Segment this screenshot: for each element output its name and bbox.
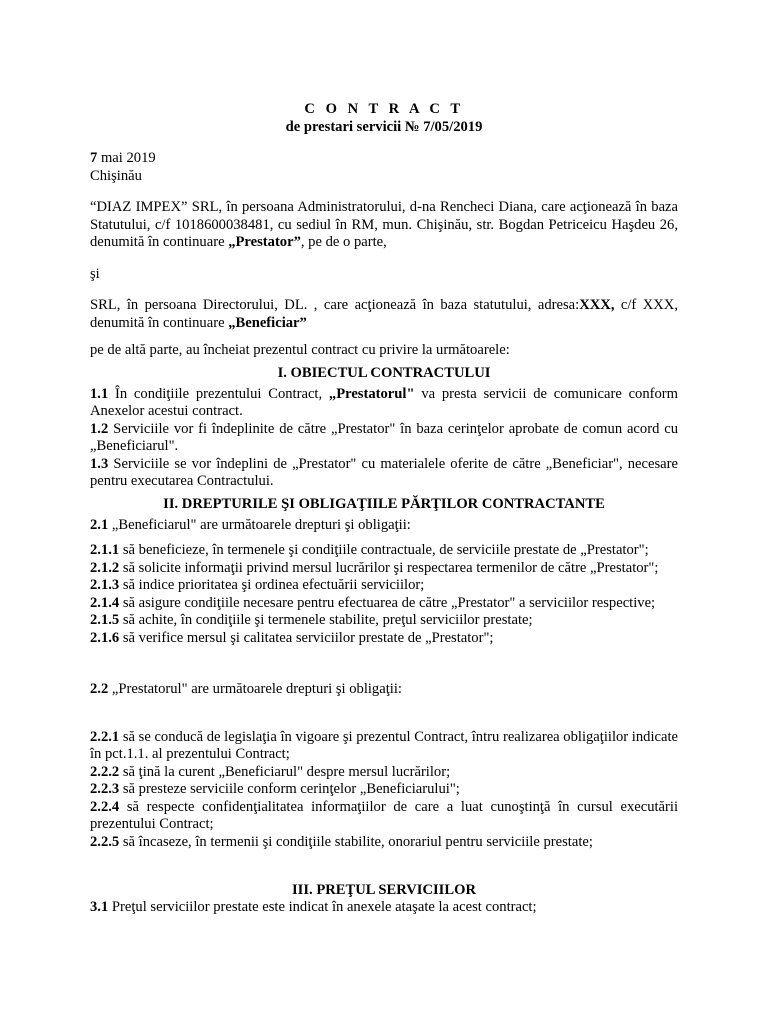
clause-2-1-1: 2.1.1 să beneficieze, în termenele şi condiţiile contractuale, de serviciile prestate de „Prestator"; bbox=[90, 542, 649, 558]
conjunction-si: şi bbox=[90, 265, 100, 282]
clause-2-2-3: 2.2.3 să presteze serviciile conform cerinţelor „Beneficiarului"; bbox=[90, 781, 460, 797]
clause-2-1: 2.1 „Beneficiarul" are următoarele drepturi şi obligaţii: bbox=[90, 516, 411, 533]
clause-2-2-4: 2.2.4 să respecte confidenţialitatea informaţiilor de care a luat cunoştinţă în cursul executării prezentului Contract; bbox=[90, 798, 678, 832]
clause-1-2: 1.2 Serviciile vor fi îndeplinite de către „Prestator" în baza cerinţelor aprobate de comun acord cu „Beneficiarul". bbox=[90, 420, 678, 454]
date-day: 7 bbox=[90, 150, 98, 166]
contract-date bbox=[90, 150, 678, 168]
prestator-term: „Prestator” bbox=[228, 234, 301, 250]
clause-2-1-4: 2.1.4 să asigure condiţiile necesare pentru efectuarea de către „Prestator" a serviciilor respective; bbox=[90, 594, 656, 611]
clause-2-1-3: 2.1.3 să indice prioritatea şi ordinea efectuării serviciilor; bbox=[90, 577, 425, 593]
section-3-heading: III. PREŢUL SERVICIILOR bbox=[292, 882, 476, 898]
clause-3-1: 3.1 Preţul serviciilor prestate este indicat în anexele ataşate la acest contract; bbox=[90, 899, 537, 915]
document-title: C O N T R A C T bbox=[304, 101, 464, 117]
clause-2-1-6: 2.1.6 să verifice mersul şi calitatea serviciilor prestate de „Prestator"; bbox=[90, 629, 494, 646]
clause-2-1-2: 2.1.2 să solicite informaţii privind mersul lucrărilor şi respectarea termenilor de către „Prestator"; bbox=[90, 559, 659, 576]
beneficiar-term: „Beneficiar” bbox=[228, 314, 307, 331]
contract-document bbox=[90, 100, 678, 917]
party-beneficiar-paragraph: SRL, în persoana Directorului, DL. , care acţionează în baza statutului, adresa:XXX, c/f XXX, denumită în continuare „Beneficiar” bbox=[90, 297, 678, 331]
section-2-heading: II. DREPTURILE ŞI OBLIGAŢIILE PĂRŢILOR CONTRACTANTE bbox=[163, 495, 605, 512]
section-1-heading: I. OBIECTUL CONTRACTULUI bbox=[277, 364, 491, 381]
document-subtitle: de prestari servicii № 7/05/2019 bbox=[285, 119, 483, 135]
clause-1-1: 1.1 În condiţiile prezentului Contract, „Prestatorul" va presta servicii de comunicare conform Anexelor acestui contract. bbox=[90, 385, 679, 419]
date-rest: mai 2019 bbox=[97, 150, 156, 166]
clause-1-3: 1.3 Serviciile se vor îndeplini de „Prestator" cu materialele oferite de către „Beneficiar", necesare pentru executarea Contractului. bbox=[90, 455, 678, 489]
clause-2-2: 2.2 „Prestatorul" are următoarele drepturi şi obligaţii: bbox=[90, 681, 402, 697]
address-placeholder: XXX, bbox=[579, 297, 615, 313]
intro-paragraph: pe de altă parte, au încheiat prezentul contract cu privire la următoarele: bbox=[90, 342, 510, 358]
party-prestator-paragraph: “DIAZ IMPEX” SRL, în persoana Administratorului, d-na Rencheci Diana, care acţionează în baza Statutului, c/f 1018600038481, cu sediul în RM, mun. Chişinău, str. Bogdan Petriceicu Haşdeu 26, denumită în continuare „Prestator”, pe de o parte, bbox=[90, 199, 678, 250]
clause-2-2-1: 2.2.1 să se conducă de legislaţia în vigoare şi prezentul Contract, întru realizarea obligaţiilor indicate în pct.1.1. al prezentului Contract; bbox=[90, 728, 678, 762]
clause-2-2-5: 2.2.5 să încaseze, în termenii şi condiţiile stabilite, onorariul pentru serviciile prestate; bbox=[90, 833, 593, 850]
clause-2-2-2: 2.2.2 să ţină la curent „Beneficiarul" despre mersul lucrărilor; bbox=[90, 763, 451, 780]
clause-2-1-5: 2.1.5 să achite, în condiţiile şi termenele stabilite, preţul serviciilor prestate; bbox=[90, 612, 533, 628]
contract-city: Chişinău bbox=[90, 167, 142, 184]
